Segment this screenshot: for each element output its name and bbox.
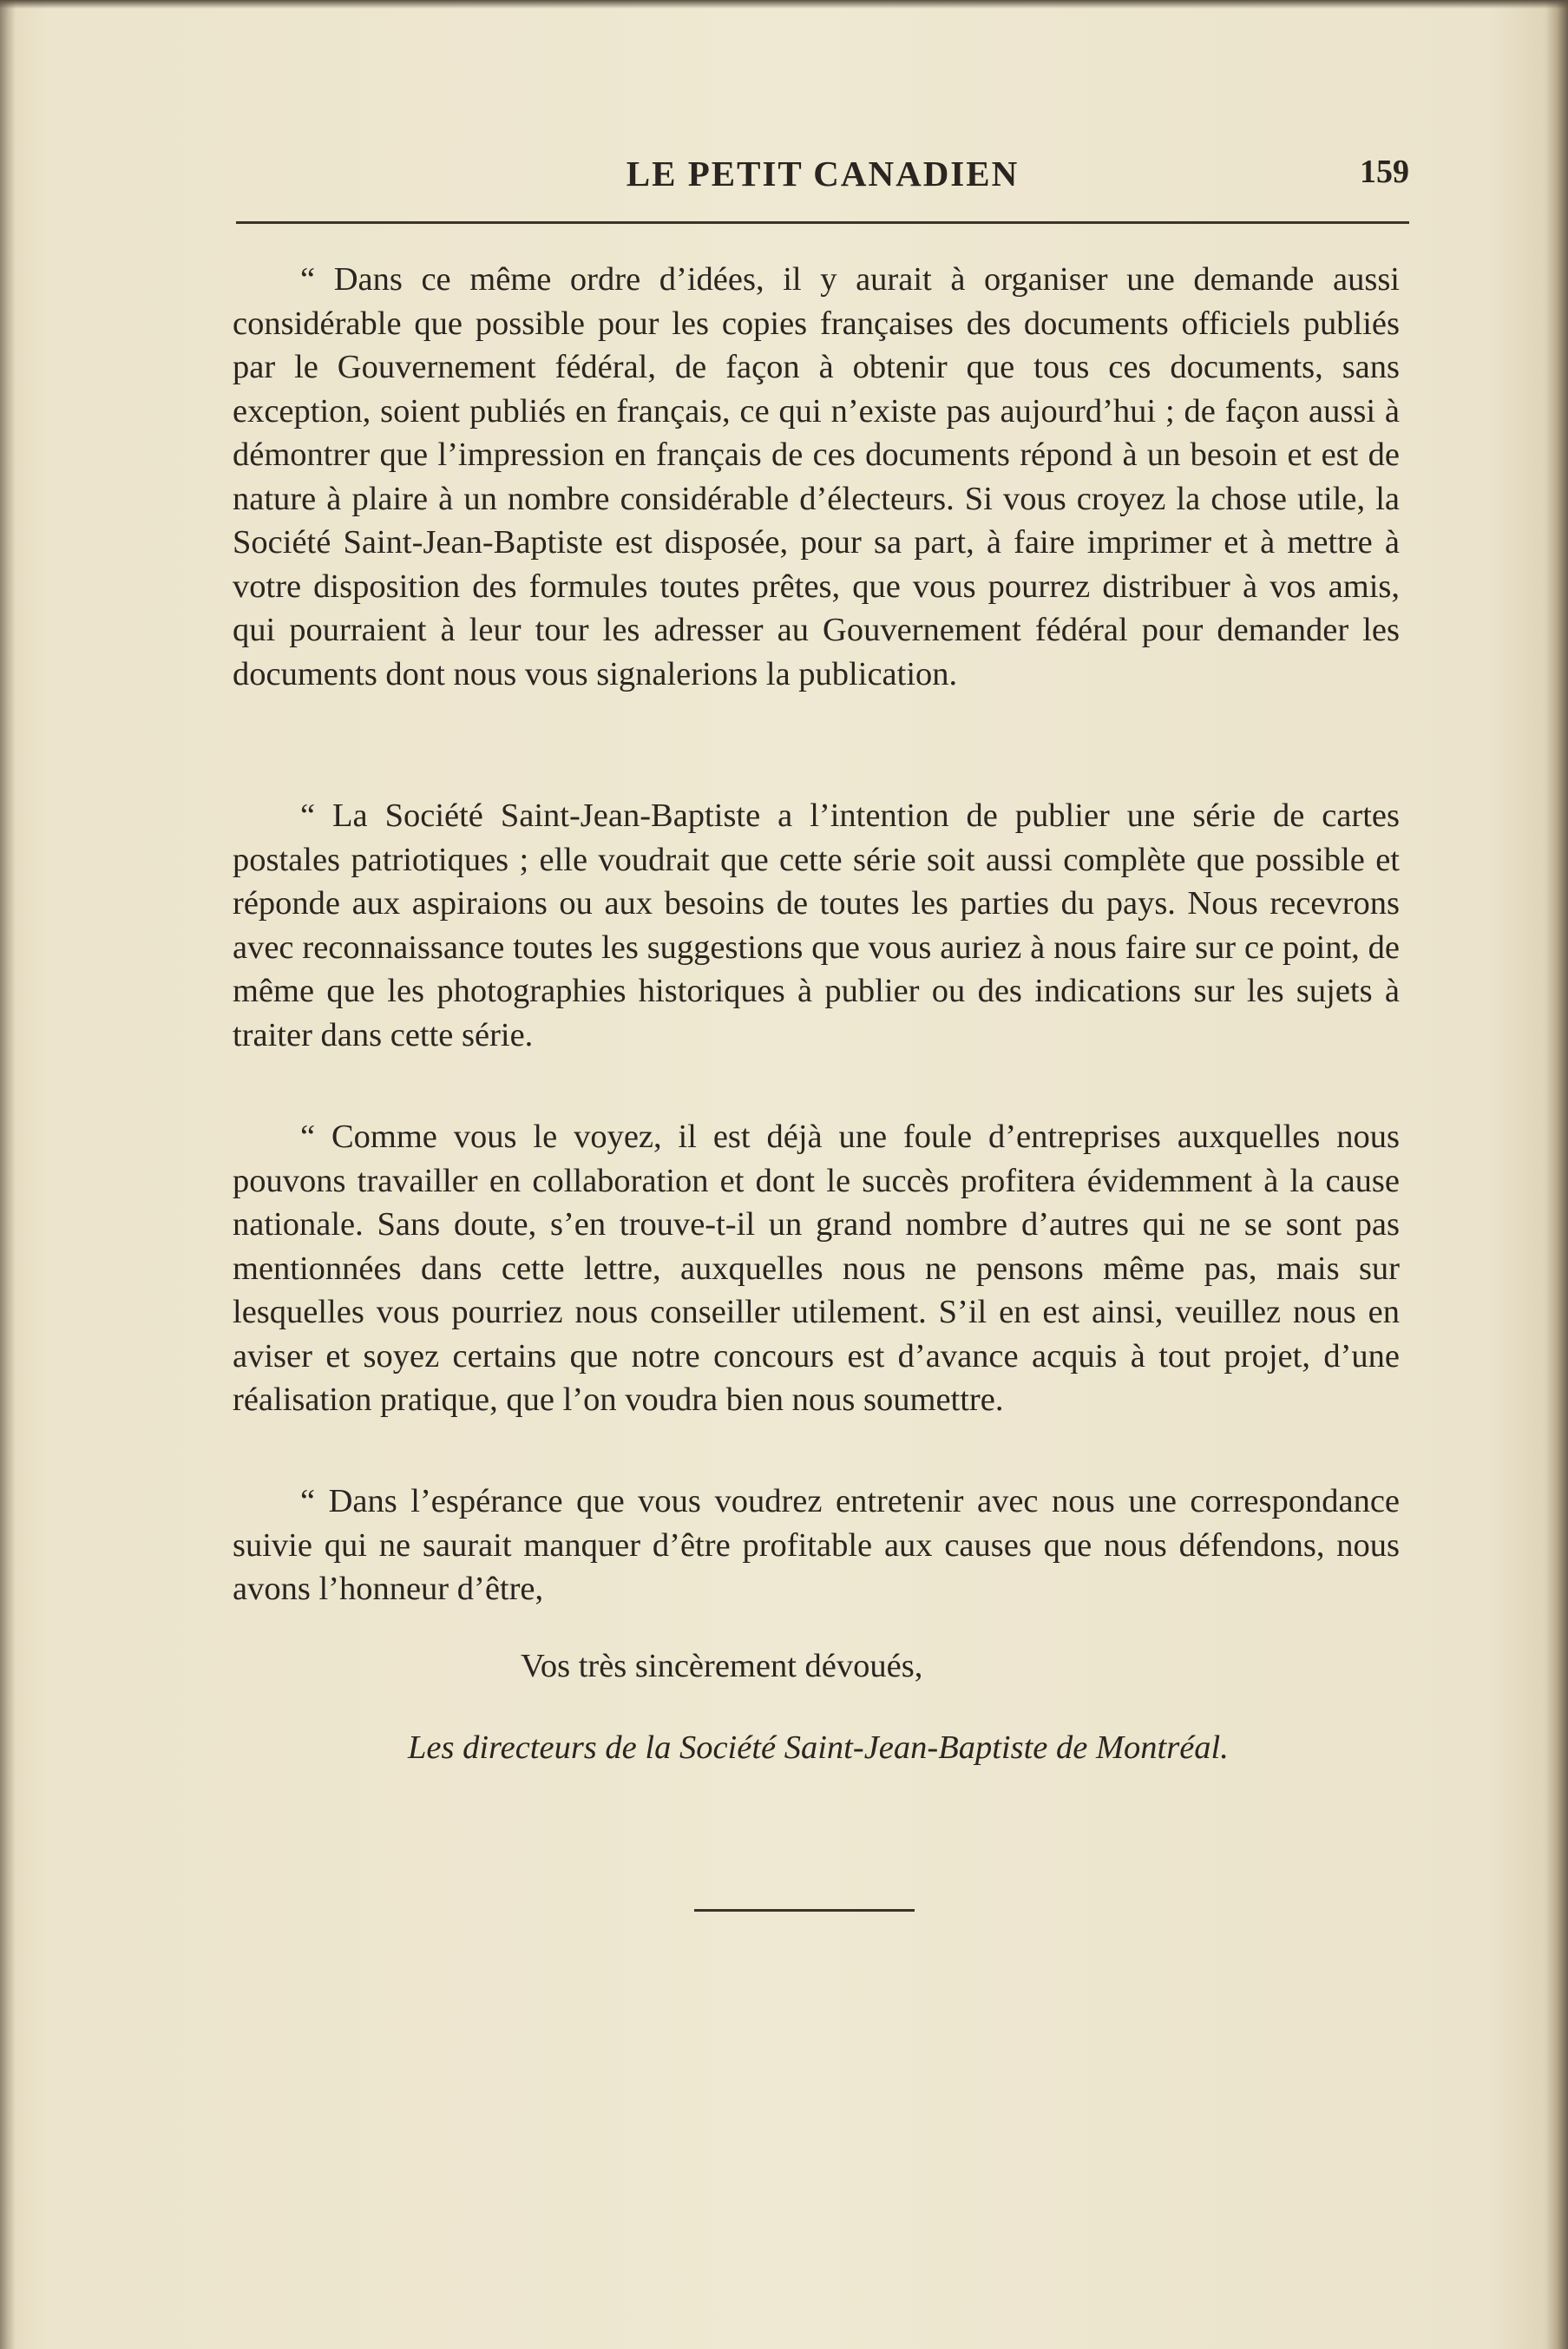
page-top-edge bbox=[0, 0, 1568, 9]
running-head bbox=[236, 153, 1409, 205]
paragraph-collaboration: “ Comme vous le voyez, il est déjà une foule d’entreprises auxquelles nous pouvons travailler en collaboration et dont le succès profitera évidemment à la cause nationale. Sans doute, s’en trouve-t-il un grand nombre d’autres qui ne se sont pas mentionnées dans cette lettre, auxquelles nous ne pensons même pas, mais sur lesquelles vous pourriez nous conseiller utilement. S’il en est ainsi, veuillez nous en aviser et soyez certains que notre concours est d’avance acquis à tout projet, d’une réalisation pratique, que l’on voudra bien nous soumettre. bbox=[233, 1119, 1400, 1418]
letter-closing: Vos très sincèrement dévoués, bbox=[521, 1648, 923, 1684]
letter-signature: Les directeurs de la Société Saint-Jean-Baptiste de Montréal. bbox=[408, 1729, 1229, 1766]
paragraph-official-documents: “ Dans ce même ordre d’idées, il y aurait à organiser une demande aussi considérable que possible pour les copies françaises des documents officiels publiés par le Gouvernement fédéral, de façon à obtenir que tous ces documents, sans exception, soient publiés en français, ce qui n’existe pas aujourd’hui ; de façon aussi à démontrer que l’impression en français de ces documents répond à un besoin et est de nature à plaire à un nombre considérable d’électeurs. Si vous croyez la chose utile, la Société Saint-Jean-Baptiste est disposée, pour sa part, à faire imprimer et à mettre à votre disposition des formules toutes prêtes, que vous pourrez distribuer à vos amis, qui pourraient à leur tour les adresser au Gouvernement fédéral pour demander les documents dont nous vous signalerions la publication. bbox=[233, 261, 1400, 692]
paragraph-postcards: “ La Société Saint-Jean-Baptiste a l’intention de publier une série de cartes postales patriotiques ; elle voudrait que cette série soit aussi complète que possible et réponde aux aspiraions ou aux besoins de toutes les parties du pays. Nous recevrons avec reconnaissance toutes les suggestions que vous auriez à nous faire sur ce point, de même que les photographies historiques à publier ou des indications sur les sujets à traiter dans cette série. bbox=[233, 797, 1400, 1053]
page-edge-shadow bbox=[1545, 0, 1568, 2349]
journal-title: LE PETIT CANADIEN bbox=[626, 154, 1020, 194]
header-rule bbox=[236, 221, 1409, 224]
page-binding-shadow bbox=[0, 0, 16, 2349]
paragraph-correspondence: “ Dans l’espérance que vous voudrez entretenir avec nous une correspondance suivie qui ne saurait manquer d’être profitable aux causes que nous défendons, nous avons l’honneur d’être, bbox=[233, 1483, 1400, 1607]
page-number: 159 bbox=[1360, 154, 1409, 190]
end-rule bbox=[694, 1909, 915, 1912]
